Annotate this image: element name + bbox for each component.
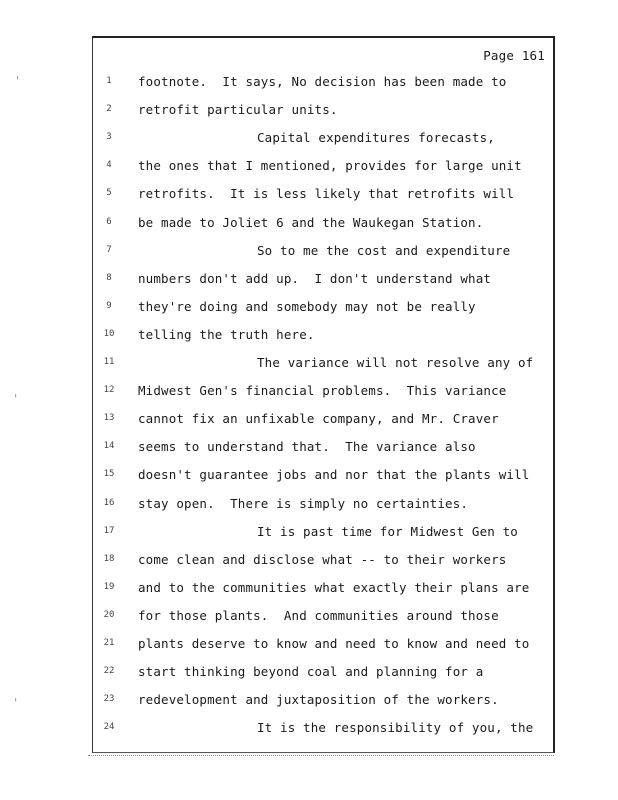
line-number: 18 bbox=[103, 553, 115, 564]
transcript-line bbox=[93, 720, 553, 740]
scan-mark-bottom: ' bbox=[12, 696, 20, 710]
line-text: redevelopment and juxtaposition of the workers. bbox=[138, 692, 499, 708]
line-text: for those plants. And communities around those bbox=[138, 607, 499, 623]
line-text: The variance will not resolve any of bbox=[257, 355, 534, 370]
line-text: the ones that I mentioned, provides for large unit bbox=[138, 158, 522, 174]
line-text: It is the responsibility of you, the bbox=[257, 720, 534, 736]
transcript-line bbox=[93, 467, 553, 487]
line-text: numbers don't add up. I don't understand what bbox=[138, 270, 492, 286]
line-number: 7 bbox=[106, 244, 112, 255]
line-text: doesn't guarantee jobs and nor that the plants will bbox=[138, 467, 530, 483]
line-number: 1 bbox=[106, 76, 112, 86]
scan-mark-middle: ' bbox=[12, 392, 20, 406]
line-number: 19 bbox=[103, 581, 115, 592]
line-number: 3 bbox=[106, 132, 112, 143]
line-text: It is past time for Midwest Gen to bbox=[257, 523, 518, 539]
scan-mark-top: ' bbox=[14, 74, 22, 88]
line-text: come clean and disclose what -- to their workers bbox=[138, 551, 507, 567]
line-text: Midwest Gen's financial problems. This variance bbox=[138, 383, 507, 399]
transcript-line bbox=[93, 355, 553, 375]
line-text: start thinking beyond coal and planning for a bbox=[138, 664, 484, 680]
line-number: 24 bbox=[103, 722, 115, 733]
page-number: Page 161 bbox=[483, 48, 545, 63]
line-text: cannot fix an unfixable company, and Mr. Craver bbox=[138, 411, 499, 427]
transcript-line bbox=[93, 186, 553, 206]
transcript-line bbox=[93, 580, 553, 600]
transcript-line bbox=[93, 74, 553, 94]
line-number: 16 bbox=[103, 497, 115, 508]
line-text: Capital expenditures forecasts, bbox=[257, 130, 495, 146]
transcript-line bbox=[93, 158, 553, 178]
line-number: 14 bbox=[103, 441, 115, 452]
transcript-line bbox=[93, 692, 553, 712]
transcript-line bbox=[93, 524, 553, 544]
line-text: retrofit particular units. bbox=[138, 102, 338, 118]
line-text: So to me the cost and expenditure bbox=[257, 242, 511, 258]
line-number: 8 bbox=[106, 272, 112, 283]
transcript-line bbox=[93, 664, 553, 684]
transcript-line bbox=[93, 130, 553, 150]
line-number: 21 bbox=[103, 638, 115, 648]
line-number: 20 bbox=[103, 609, 115, 620]
transcript-line bbox=[93, 243, 553, 263]
transcript-page bbox=[92, 36, 555, 753]
line-number: 22 bbox=[103, 666, 115, 677]
transcript-line bbox=[93, 552, 553, 572]
line-text: footnote. It says, No decision has been made to bbox=[138, 74, 507, 89]
scan-bottom-edge bbox=[88, 755, 554, 758]
line-text: be made to Joliet 6 and the Waukegan Station. bbox=[138, 214, 484, 230]
line-number: 23 bbox=[103, 694, 115, 705]
line-text: stay open. There is simply no certainties. bbox=[138, 495, 469, 511]
transcript-line bbox=[93, 383, 553, 403]
transcript-line bbox=[93, 215, 553, 235]
line-number: 2 bbox=[106, 104, 112, 115]
line-number: 13 bbox=[103, 413, 115, 424]
transcript-line bbox=[93, 608, 553, 628]
transcript-line bbox=[93, 439, 553, 459]
line-text: retrofits. It is less likely that retrofits will bbox=[138, 186, 515, 202]
line-text: they're doing and somebody may not be really bbox=[138, 298, 476, 314]
line-number: 5 bbox=[106, 188, 112, 199]
line-number: 4 bbox=[106, 160, 112, 171]
line-number: 11 bbox=[103, 357, 115, 367]
line-number: 9 bbox=[106, 300, 112, 311]
transcript-line bbox=[93, 411, 553, 431]
transcript-line bbox=[93, 102, 553, 122]
line-text: and to the communities what exactly their plans are bbox=[138, 579, 530, 595]
line-text: seems to understand that. The variance also bbox=[138, 439, 476, 455]
line-text: telling the truth here. bbox=[138, 326, 315, 342]
line-text: plants deserve to know and need to know and need to bbox=[138, 636, 530, 651]
line-number: 6 bbox=[106, 216, 112, 227]
line-number: 15 bbox=[103, 469, 115, 480]
line-number: 12 bbox=[103, 385, 115, 396]
transcript-line bbox=[93, 327, 553, 347]
transcript-line bbox=[93, 496, 553, 516]
line-number: 17 bbox=[103, 525, 115, 536]
transcript-line bbox=[93, 299, 553, 319]
transcript-line bbox=[93, 636, 553, 656]
transcript-line bbox=[93, 271, 553, 291]
line-number: 10 bbox=[103, 328, 115, 339]
